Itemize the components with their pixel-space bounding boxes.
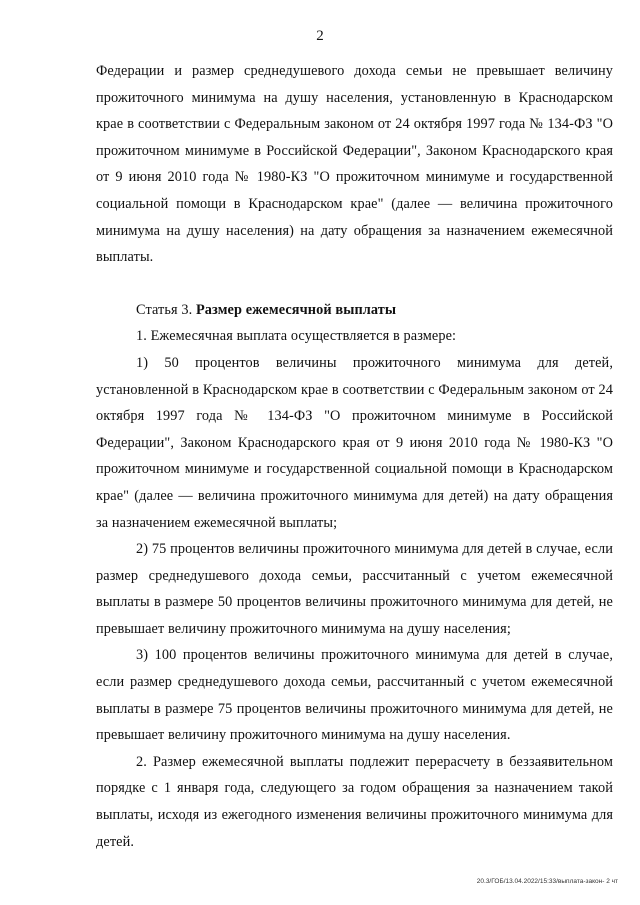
page-number: 2: [316, 28, 324, 44]
article-subitem-2: 2) 75 процентов величины прожиточного минимума для детей в случае, если размер среднедушевого дохода семьи, рассчитанный с учетом ежемесячной выплаты в размере 50 процентов величины прожиточного минимума для детей, не превышает величину прожиточного минимума на душу населения;: [96, 541, 613, 637]
article-item-2: 2. Размер ежемесячной выплаты подлежит перерасчету в беззаявительном порядке с 1 января года, следующего за годом обращения за назначением такой выплаты, исходя из ежегодного изменения величины прожиточного минимума для детей.: [96, 753, 613, 850]
document-body: [96, 58, 613, 855]
continuation-paragraph: Федерации и размер среднедушевого дохода семьи не превышает величину прожиточного минимума на душу населения, установленную в Краснодарском крае в соответствии с Федеральным законом от 24 октября 1997 года № 134-ФЗ "О прожиточном минимуме в Российской Федерации", Законом Краснодарского края от 9 июня 2010 года № 1980-КЗ "О прожиточном минимуме и государственной социальной помощи в Краснодарском крае" (далее — величина прожиточного минимума на душу населения) на дату обращения за назначением ежемесячной выплаты.: [96, 63, 613, 266]
section-spacer: [96, 271, 613, 297]
article-number: Статья 3.: [136, 301, 196, 318]
article-heading: [96, 297, 613, 324]
article-subitem-1: 1) 50 процентов величины прожиточного минимума для детей, установленной в Краснодарском крае в соответствии с Федеральным законом от 24 октября 1997 года № 134-ФЗ "О прожиточном минимуме в Российской Федерации", Законом Краснодарского края от 9 июня 2010 года № 1980-КЗ "О прожиточном минимуме и государственной социальной помощи в Краснодарском крае" (далее — величина прожиточного минимума для детей) на дату обращения за назначением ежемесячной выплаты;: [96, 354, 613, 531]
article-title: Размер ежемесячной выплаты: [195, 301, 397, 318]
article-item-1: 1. Ежемесячная выплата осуществляется в размере:: [136, 328, 457, 345]
footer-file-stamp: 20.3/ГОБ/13.04.2022/15:33/выплата-закон- 2 чт: [476, 878, 618, 885]
article-subitem-3: 3) 100 процентов величины прожиточного минимума для детей в случае, если размер среднедушевого дохода семьи, рассчитанный с учетом ежемесячной выплаты в размере 75 процентов величины прожиточного минимума для детей, не превышает величину прожиточного минимума на душу населения.: [96, 647, 613, 744]
